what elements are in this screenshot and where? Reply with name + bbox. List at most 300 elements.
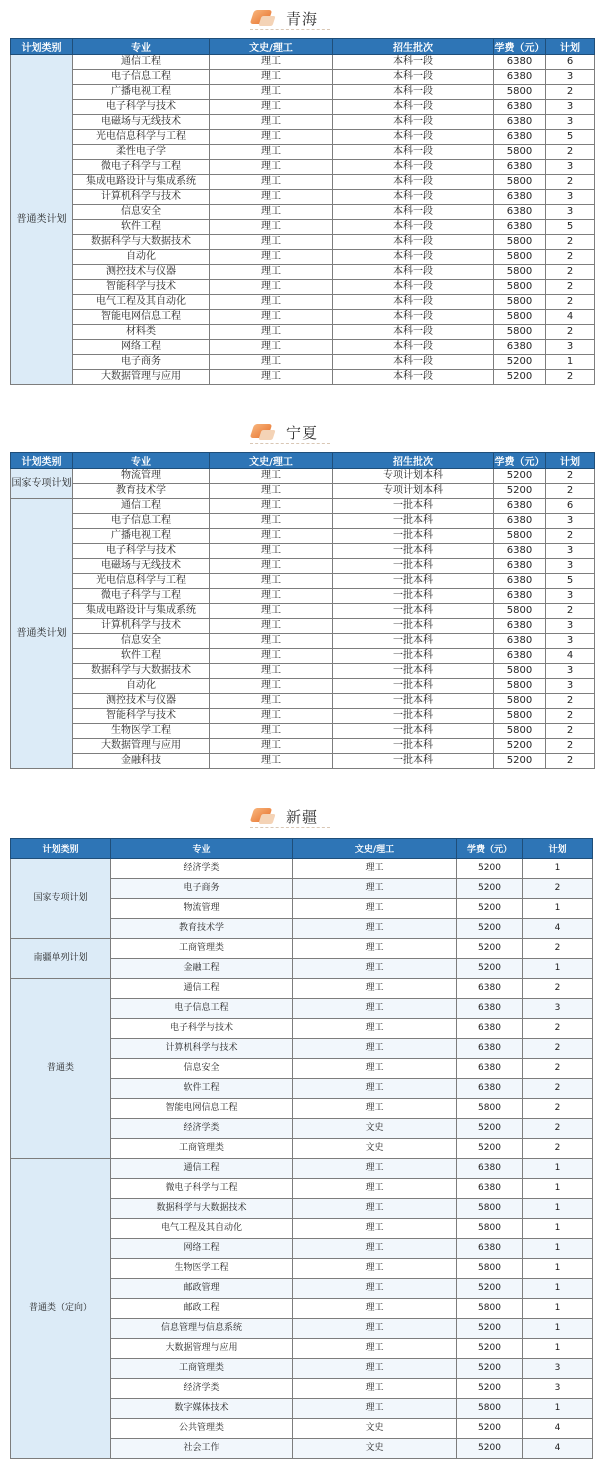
- table-cell: 理工: [210, 679, 333, 694]
- table-cell: 物流管理: [73, 469, 210, 484]
- table-row: [11, 190, 595, 205]
- table-cell: 5200: [494, 484, 546, 499]
- table-cell: 6380: [494, 100, 546, 115]
- table-cell: 理工: [293, 1359, 457, 1379]
- table-cell: 理工: [210, 70, 333, 85]
- table-cell: 一批本科: [333, 544, 494, 559]
- column-header: 专业: [73, 453, 210, 469]
- table-cell: 1: [523, 1179, 593, 1199]
- table-cell: 理工: [293, 1379, 457, 1399]
- table-cell: 理工: [293, 1339, 457, 1359]
- table-cell: 理工: [210, 295, 333, 310]
- table-cell: 理工: [210, 694, 333, 709]
- table-cell: 信息安全: [73, 205, 210, 220]
- table-cell: 工商管理类: [111, 939, 293, 959]
- table-cell: 计算机科学与技术: [111, 1039, 293, 1059]
- table-cell: 理工: [293, 879, 457, 899]
- table-cell: 理工: [293, 979, 457, 999]
- table-cell: 6380: [494, 649, 546, 664]
- table-cell: 本科一段: [333, 100, 494, 115]
- column-header: 招生批次: [333, 39, 494, 55]
- table-row: [11, 340, 595, 355]
- table-cell: 专项计划本科: [333, 484, 494, 499]
- table-cell: 6380: [494, 220, 546, 235]
- table-cell: 5200: [494, 355, 546, 370]
- table-cell: 2: [546, 175, 595, 190]
- table-cell: 理工: [293, 1099, 457, 1119]
- table-cell: 理工: [210, 754, 333, 769]
- table-cell: 5800: [494, 325, 546, 340]
- table-row: [11, 1159, 593, 1179]
- table-cell: 5200: [457, 879, 523, 899]
- table-cell: 5200: [457, 859, 523, 879]
- table-cell: 本科一段: [333, 265, 494, 280]
- table-row: [11, 484, 595, 499]
- table-cell: 1: [523, 1279, 593, 1299]
- column-header: 计划: [546, 39, 595, 55]
- table-cell: 6380: [494, 544, 546, 559]
- table-cell: 理工: [293, 899, 457, 919]
- table-cell: 本科一段: [333, 250, 494, 265]
- table-row: [11, 220, 595, 235]
- book-icon: [250, 806, 276, 826]
- table-cell: 2: [546, 265, 595, 280]
- table-cell: 本科一段: [333, 295, 494, 310]
- table-cell: 4: [523, 1439, 593, 1459]
- plan-category-cell: 普通类（定向）: [11, 1159, 111, 1459]
- table-cell: 2: [546, 85, 595, 100]
- table-cell: 智能电网信息工程: [111, 1099, 293, 1119]
- table-cell: 5800: [494, 604, 546, 619]
- table-cell: 理工: [210, 739, 333, 754]
- table-cell: 文史: [293, 1419, 457, 1439]
- table-cell: 金融科技: [73, 754, 210, 769]
- plan-category-cell: 国家专项计划: [11, 859, 111, 939]
- table-cell: 理工: [210, 469, 333, 484]
- table-row: [11, 70, 595, 85]
- table-cell: 一批本科: [333, 664, 494, 679]
- table-cell: 专项计划本科: [333, 469, 494, 484]
- table-cell: 2: [523, 1019, 593, 1039]
- table-cell: 5200: [494, 739, 546, 754]
- table-cell: 2: [523, 1059, 593, 1079]
- table-row: [11, 130, 595, 145]
- column-header: 文史/理工: [210, 39, 333, 55]
- table-row: [11, 280, 595, 295]
- table-cell: 一批本科: [333, 679, 494, 694]
- column-header: 计划: [523, 839, 593, 859]
- table-cell: 5800: [494, 265, 546, 280]
- table-cell: 6380: [457, 979, 523, 999]
- table-cell: 经济学类: [111, 1379, 293, 1399]
- table-cell: 理工: [293, 1319, 457, 1339]
- table-cell: 1: [523, 899, 593, 919]
- table-cell: 2: [523, 1119, 593, 1139]
- table-cell: 5200: [457, 1119, 523, 1139]
- table-cell: 智能科学与技术: [73, 280, 210, 295]
- table-cell: 自动化: [73, 250, 210, 265]
- table-cell: 2: [523, 1099, 593, 1119]
- table-row: [11, 859, 593, 879]
- table-cell: 6380: [494, 619, 546, 634]
- table-cell: 广播电视工程: [73, 85, 210, 100]
- table-row: [11, 514, 595, 529]
- section-name: 宁夏: [286, 423, 319, 442]
- table-cell: 3: [546, 514, 595, 529]
- table-cell: 本科一段: [333, 115, 494, 130]
- table-cell: 软件工程: [73, 649, 210, 664]
- table-cell: 理工: [293, 859, 457, 879]
- table-row: [11, 739, 595, 754]
- table-cell: 5200: [457, 919, 523, 939]
- table-cell: 5800: [494, 85, 546, 100]
- table-cell: 理工: [293, 1239, 457, 1259]
- table-cell: 理工: [210, 619, 333, 634]
- table-cell: 3: [523, 1379, 593, 1399]
- table-cell: 邮政管理: [111, 1279, 293, 1299]
- table-cell: 1: [523, 1159, 593, 1179]
- table-cell: 3: [546, 634, 595, 649]
- table-cell: 本科一段: [333, 190, 494, 205]
- table-cell: 6380: [457, 1059, 523, 1079]
- table-cell: 一批本科: [333, 499, 494, 514]
- table-cell: 3: [523, 1359, 593, 1379]
- table-cell: 本科一段: [333, 70, 494, 85]
- table-cell: 6380: [457, 1239, 523, 1259]
- table-row: [11, 145, 595, 160]
- table-cell: 5800: [494, 679, 546, 694]
- table-row: [11, 325, 595, 340]
- table-cell: 理工: [210, 370, 333, 385]
- table-cell: 本科一段: [333, 280, 494, 295]
- table-cell: 数字媒体技术: [111, 1399, 293, 1419]
- table-cell: 测控技术与仪器: [73, 694, 210, 709]
- table-cell: 一批本科: [333, 619, 494, 634]
- table-cell: 1: [523, 1239, 593, 1259]
- table-cell: 物流管理: [111, 899, 293, 919]
- table-cell: 教育技术学: [73, 484, 210, 499]
- table-cell: 一批本科: [333, 709, 494, 724]
- table-cell: 5200: [457, 939, 523, 959]
- table-cell: 5800: [457, 1399, 523, 1419]
- table-cell: 2: [546, 250, 595, 265]
- table-cell: 光电信息科学与工程: [73, 130, 210, 145]
- table-cell: 6380: [494, 634, 546, 649]
- table-cell: 理工: [210, 160, 333, 175]
- table-cell: 教育技术学: [111, 919, 293, 939]
- table-cell: 信息管理与信息系统: [111, 1319, 293, 1339]
- table-cell: 5200: [457, 1419, 523, 1439]
- table-cell: 5800: [494, 250, 546, 265]
- table-cell: 电子科学与技术: [73, 100, 210, 115]
- table-cell: 理工: [293, 959, 457, 979]
- table-cell: 2: [546, 484, 595, 499]
- table-row: [11, 265, 595, 280]
- table-cell: 电磁场与无线技术: [73, 115, 210, 130]
- table-cell: 3: [546, 190, 595, 205]
- table-row: [11, 709, 595, 724]
- table-row: [11, 310, 595, 325]
- table-cell: 理工: [293, 1159, 457, 1179]
- table-cell: 工商管理类: [111, 1359, 293, 1379]
- table-row: [11, 754, 595, 769]
- table-cell: 微电子科学与工程: [73, 160, 210, 175]
- table-cell: 6380: [494, 499, 546, 514]
- table-row: [11, 589, 595, 604]
- table-cell: 2: [546, 724, 595, 739]
- table-cell: 2: [523, 1039, 593, 1059]
- table-cell: 1: [523, 859, 593, 879]
- table-cell: 3: [546, 559, 595, 574]
- table-cell: 5800: [494, 280, 546, 295]
- table-cell: 本科一段: [333, 235, 494, 250]
- table-cell: 理工: [210, 544, 333, 559]
- table-row: [11, 619, 595, 634]
- table-cell: 网络工程: [111, 1239, 293, 1259]
- table-cell: 理工: [210, 190, 333, 205]
- table-row: [11, 529, 595, 544]
- table-cell: 理工: [210, 310, 333, 325]
- table-cell: 理工: [210, 250, 333, 265]
- table-cell: 理工: [210, 205, 333, 220]
- table-cell: 3: [546, 544, 595, 559]
- section-title-ningxia: [0, 416, 600, 446]
- table-cell: 5800: [457, 1259, 523, 1279]
- table-cell: 智能电网信息工程: [73, 310, 210, 325]
- table-row: [11, 250, 595, 265]
- table-cell: 5800: [457, 1199, 523, 1219]
- table-cell: 理工: [210, 589, 333, 604]
- table-cell: 一批本科: [333, 739, 494, 754]
- table-cell: 理工: [293, 1219, 457, 1239]
- table-cell: 理工: [210, 220, 333, 235]
- table-cell: 2: [546, 604, 595, 619]
- table-cell: 2: [546, 694, 595, 709]
- table-cell: 电子信息工程: [73, 514, 210, 529]
- table-cell: 本科一段: [333, 205, 494, 220]
- table-row: [11, 235, 595, 250]
- table-cell: 理工: [210, 514, 333, 529]
- table-cell: 理工: [293, 1079, 457, 1099]
- table-cell: 5200: [457, 1339, 523, 1359]
- table-cell: 理工: [293, 1259, 457, 1279]
- plan-category-cell: 国家专项计划: [11, 469, 73, 499]
- table-cell: 3: [546, 160, 595, 175]
- table-cell: 通信工程: [111, 979, 293, 999]
- table-cell: 1: [523, 1339, 593, 1359]
- table-cell: 5800: [494, 235, 546, 250]
- table-cell: 理工: [210, 724, 333, 739]
- table-cell: 5800: [457, 1099, 523, 1119]
- column-header: 招生批次: [333, 453, 494, 469]
- table-cell: 理工: [210, 529, 333, 544]
- table-cell: 1: [523, 1219, 593, 1239]
- table-cell: 6380: [494, 160, 546, 175]
- table-cell: 6: [546, 499, 595, 514]
- table-cell: 2: [546, 754, 595, 769]
- table-cell: 5200: [494, 754, 546, 769]
- table-cell: 数据科学与大数据技术: [73, 235, 210, 250]
- table-cell: 一批本科: [333, 634, 494, 649]
- table-cell: 一批本科: [333, 694, 494, 709]
- table-cell: 一批本科: [333, 559, 494, 574]
- plan-category-cell: 南疆单列计划: [11, 939, 111, 979]
- table-row: [11, 544, 595, 559]
- table-cell: 大数据管理与应用: [111, 1339, 293, 1359]
- table-cell: 软件工程: [73, 220, 210, 235]
- table-row: [11, 664, 595, 679]
- table-cell: 理工: [293, 1059, 457, 1079]
- table-cell: 5200: [494, 370, 546, 385]
- table-row: [11, 604, 595, 619]
- table-row: [11, 979, 593, 999]
- table-cell: 3: [546, 115, 595, 130]
- table-cell: 生物医学工程: [73, 724, 210, 739]
- table-row: [11, 939, 593, 959]
- table-cell: 5200: [457, 1359, 523, 1379]
- table-cell: 电子商务: [111, 879, 293, 899]
- table-cell: 一批本科: [333, 724, 494, 739]
- table-cell: 通信工程: [73, 499, 210, 514]
- table-cell: 6380: [457, 1179, 523, 1199]
- table-cell: 大数据管理与应用: [73, 739, 210, 754]
- table-cell: 本科一段: [333, 85, 494, 100]
- table-cell: 经济学类: [111, 1119, 293, 1139]
- xinjiang-table: [10, 838, 593, 1459]
- table-cell: 数据科学与大数据技术: [73, 664, 210, 679]
- table-cell: 理工: [210, 355, 333, 370]
- table-cell: 集成电路设计与集成系统: [73, 175, 210, 190]
- table-row: [11, 295, 595, 310]
- table-cell: 5200: [457, 1279, 523, 1299]
- table-cell: 2: [523, 939, 593, 959]
- table-cell: 5800: [457, 1219, 523, 1239]
- column-header: 学费（元）: [457, 839, 523, 859]
- table-cell: 6380: [494, 514, 546, 529]
- table-cell: 2: [546, 235, 595, 250]
- table-cell: 集成电路设计与集成系统: [73, 604, 210, 619]
- table-cell: 5800: [457, 1299, 523, 1319]
- table-cell: 社会工作: [111, 1439, 293, 1459]
- table-cell: 自动化: [73, 679, 210, 694]
- plan-category-cell: 普通类计划: [11, 55, 73, 385]
- table-cell: 6380: [494, 130, 546, 145]
- table-cell: 2: [546, 370, 595, 385]
- table-cell: 文史: [293, 1439, 457, 1459]
- table-cell: 一批本科: [333, 589, 494, 604]
- table-cell: 信息安全: [73, 634, 210, 649]
- table-cell: 2: [546, 469, 595, 484]
- table-cell: 金融工程: [111, 959, 293, 979]
- section-title-xinjiang: [0, 800, 600, 830]
- table-cell: 4: [523, 919, 593, 939]
- table-cell: 电气工程及其自动化: [73, 295, 210, 310]
- table-cell: 理工: [210, 85, 333, 100]
- table-cell: 5200: [457, 959, 523, 979]
- table-cell: 2: [523, 879, 593, 899]
- table-cell: 理工: [210, 649, 333, 664]
- table-cell: 本科一段: [333, 370, 494, 385]
- table-cell: 经济学类: [111, 859, 293, 879]
- table-cell: 6380: [457, 1159, 523, 1179]
- table-cell: 5800: [494, 694, 546, 709]
- column-header: 计划类别: [11, 39, 73, 55]
- table-cell: 本科一段: [333, 145, 494, 160]
- table-cell: 理工: [210, 280, 333, 295]
- ningxia-table: [10, 452, 595, 769]
- plan-category-cell: 普通类: [11, 979, 111, 1159]
- column-header: 学费（元）: [494, 453, 546, 469]
- table-cell: 一批本科: [333, 649, 494, 664]
- table-cell: 5800: [494, 145, 546, 160]
- table-cell: 2: [546, 739, 595, 754]
- table-cell: 5: [546, 574, 595, 589]
- table-cell: 一批本科: [333, 604, 494, 619]
- table-cell: 生物医学工程: [111, 1259, 293, 1279]
- column-header: 文史/理工: [293, 839, 457, 859]
- table-row: [11, 559, 595, 574]
- column-header: 计划类别: [11, 839, 111, 859]
- table-cell: 理工: [210, 484, 333, 499]
- table-cell: 6380: [494, 589, 546, 604]
- plan-category-cell: 普通类计划: [11, 499, 73, 769]
- book-icon: [250, 422, 276, 442]
- table-cell: 3: [523, 999, 593, 1019]
- table-cell: 本科一段: [333, 355, 494, 370]
- table-cell: 本科一段: [333, 325, 494, 340]
- table-row: [11, 370, 595, 385]
- table-cell: 5800: [494, 175, 546, 190]
- section-title-qinghai: [0, 2, 600, 32]
- table-cell: 2: [523, 1079, 593, 1099]
- table-cell: 理工: [210, 115, 333, 130]
- table-cell: 2: [523, 979, 593, 999]
- table-cell: 电子科学与技术: [111, 1019, 293, 1039]
- table-cell: 微电子科学与工程: [111, 1179, 293, 1199]
- table-cell: 2: [546, 145, 595, 160]
- table-row: [11, 160, 595, 175]
- table-cell: 邮政工程: [111, 1299, 293, 1319]
- table-cell: 本科一段: [333, 340, 494, 355]
- table-cell: 大数据管理与应用: [73, 370, 210, 385]
- table-cell: 微电子科学与工程: [73, 589, 210, 604]
- table-cell: 5: [546, 220, 595, 235]
- table-cell: 理工: [293, 939, 457, 959]
- table-cell: 理工: [210, 574, 333, 589]
- table-cell: 2: [546, 709, 595, 724]
- table-cell: 5200: [457, 1139, 523, 1159]
- table-cell: 6380: [457, 1039, 523, 1059]
- table-row: [11, 55, 595, 70]
- table-cell: 6380: [457, 999, 523, 1019]
- table-cell: 网络工程: [73, 340, 210, 355]
- table-cell: 3: [546, 100, 595, 115]
- table-cell: 5: [546, 130, 595, 145]
- table-cell: 理工: [293, 1399, 457, 1419]
- table-cell: 4: [523, 1419, 593, 1439]
- table-cell: 智能科学与技术: [73, 709, 210, 724]
- table-cell: 通信工程: [73, 55, 210, 70]
- table-cell: 1: [546, 355, 595, 370]
- table-cell: 本科一段: [333, 130, 494, 145]
- table-cell: 理工: [293, 999, 457, 1019]
- column-header: 专业: [111, 839, 293, 859]
- table-cell: 6380: [494, 190, 546, 205]
- table-row: [11, 574, 595, 589]
- table-cell: 数据科学与大数据技术: [111, 1199, 293, 1219]
- table-cell: 理工: [210, 664, 333, 679]
- table-cell: 6380: [457, 1079, 523, 1099]
